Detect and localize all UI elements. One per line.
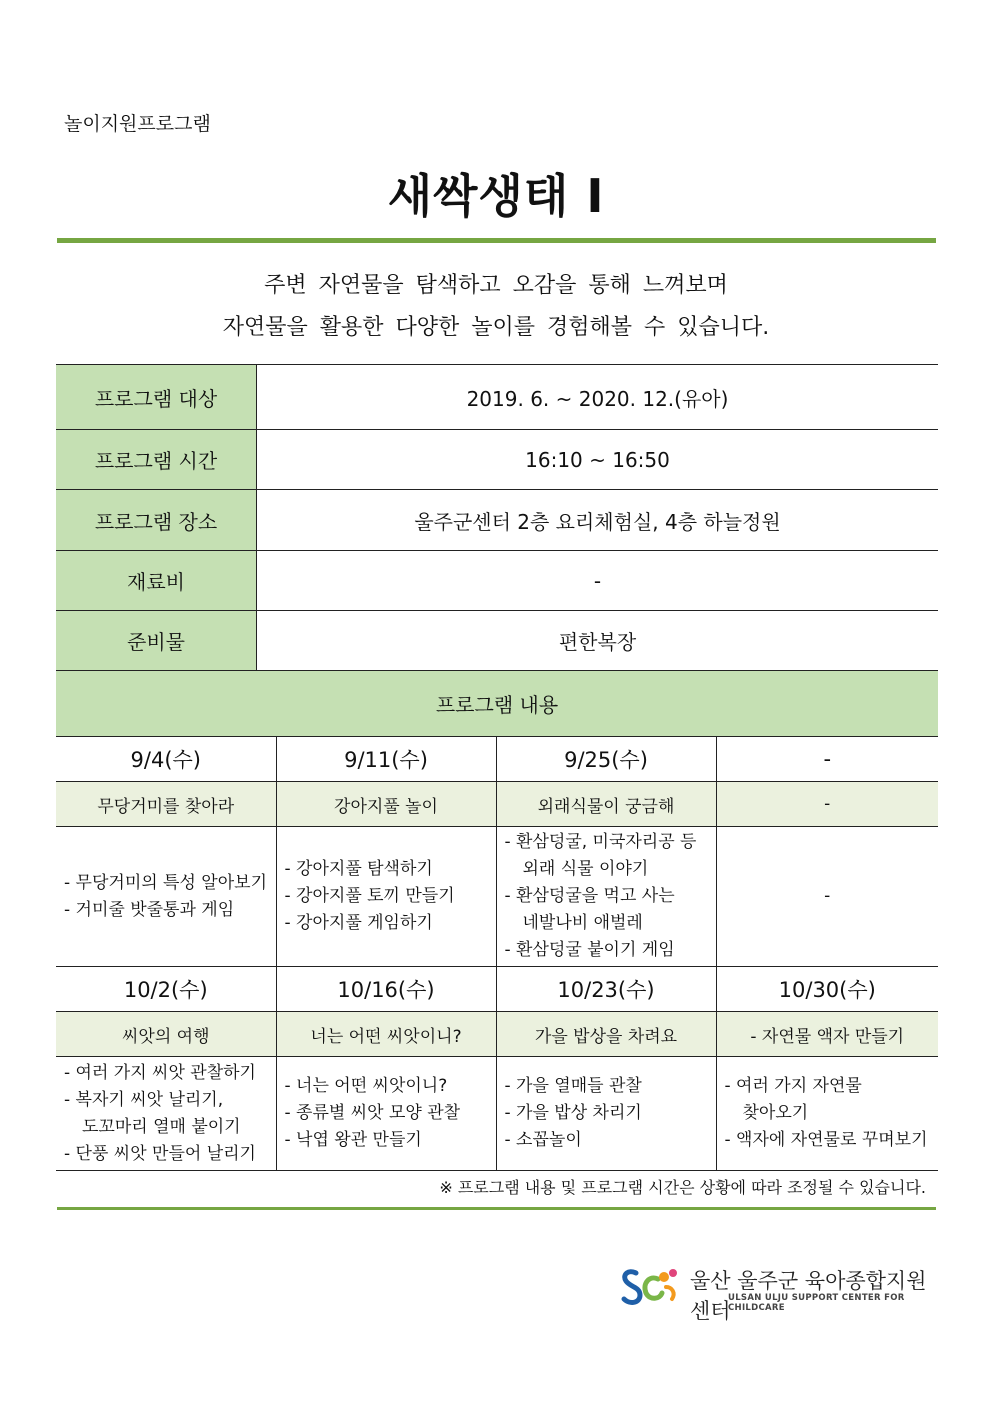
info-row-place (56, 490, 938, 551)
detail-item: 도꼬마리 열매 붙이기 (82, 1116, 241, 1137)
detail-item: - 환삼덩굴을 먹고 사는 (505, 883, 708, 910)
detail-item: - 액자에 자연물로 꾸며보기 (725, 1127, 931, 1154)
info-row-time (56, 430, 938, 490)
detail-item: - 종류별 씨앗 모양 관찰 (285, 1100, 488, 1127)
date-row (56, 967, 938, 1012)
detail-item: - 너는 어떤 씨앗이니? (285, 1073, 488, 1100)
info-value: 16:10 ~ 16:50 (257, 430, 939, 490)
schedule-table (56, 670, 938, 1171)
session-date: 10/30(수) (716, 967, 938, 1012)
detail-item: 찾아오기 (742, 1103, 809, 1123)
session-topic: 강아지풀 놀이 (276, 782, 496, 827)
detail-item: - 소꼽놀이 (505, 1127, 708, 1154)
session-details (56, 1057, 276, 1171)
session-details (56, 827, 276, 967)
schedule-heading-row (56, 671, 938, 737)
info-label: 프로그램 시간 (56, 430, 257, 490)
topic-row (56, 782, 938, 827)
session-date: 9/4(수) (56, 737, 276, 782)
top-divider (57, 238, 936, 243)
center-logo-icon (620, 1265, 680, 1309)
adjustment-note: ※ 프로그램 내용 및 프로그램 시간은 상황에 따라 조정될 수 있습니다. (439, 1178, 926, 1197)
intro-line-1: 주변 자연물을 탐색하고 오감을 통해 느껴보며 (264, 273, 728, 298)
detail-item: - 낙엽 왕관 만들기 (285, 1127, 488, 1154)
info-row-target (56, 365, 938, 430)
info-value: 울주군센터 2층 요리체험실, 4층 하늘정원 (257, 490, 939, 551)
detail-item: - 무당거미의 특성 알아보기 (64, 870, 268, 897)
session-details (496, 1057, 716, 1171)
detail-item: - 가을 열매들 관찰 (505, 1073, 708, 1100)
session-topic: 가을 밥상을 차려요 (496, 1012, 716, 1057)
session-details (276, 827, 496, 967)
detail-item: - 환삼덩굴, 미국자리공 등 (505, 829, 708, 856)
info-value: - (257, 551, 939, 611)
session-date: 10/2(수) (56, 967, 276, 1012)
session-details (496, 827, 716, 967)
detail-row (56, 1057, 938, 1171)
center-name-english: ULSAN ULJU SUPPORT CENTER FOR CHILDCARE (728, 1293, 905, 1313)
session-topic: 너는 어떤 씨앗이니? (276, 1012, 496, 1057)
category-label: 놀이지원프로그램 (64, 113, 211, 135)
session-topic: 무당거미를 찾아라 (56, 782, 276, 827)
info-label: 프로그램 대상 (56, 365, 257, 430)
session-topic: 씨앗의 여행 (56, 1012, 276, 1057)
bottom-divider (57, 1207, 936, 1210)
detail-item: - 환삼덩굴 붙이기 게임 (505, 937, 708, 964)
info-value: 2019. 6. ~ 2020. 12.(유아) (257, 365, 939, 430)
info-label: 프로그램 장소 (56, 490, 257, 551)
intro-line-2: 자연물을 활용한 다양한 놀이를 경험해볼 수 있습니다. (222, 315, 770, 340)
session-topic: 외래식물이 궁금해 (496, 782, 716, 827)
detail-item: - 가을 밥상 차리기 (505, 1100, 708, 1127)
info-label: 준비물 (56, 611, 257, 671)
session-details: - (716, 827, 938, 967)
topic-row (56, 1012, 938, 1057)
session-details (276, 1057, 496, 1171)
detail-item: - 여러 가지 자연물 (725, 1073, 931, 1100)
schedule-heading: 프로그램 내용 (56, 671, 938, 737)
session-topic: - (716, 782, 938, 827)
program-info-table (56, 364, 938, 671)
detail-item: 외래 식물 이야기 (522, 859, 649, 879)
info-row-fee (56, 551, 938, 611)
detail-item: - 거미줄 밧줄통과 게임 (64, 897, 268, 924)
center-name: 울산 울주군 육아종합지원센터 (690, 1269, 927, 1323)
session-details (716, 1057, 938, 1171)
detail-item: - 강아지풀 게임하기 (285, 910, 488, 937)
session-date: - (716, 737, 938, 782)
detail-item: - 단풍 씨앗 만들어 날리기 (64, 1141, 268, 1168)
session-date: 10/23(수) (496, 967, 716, 1012)
detail-item: - 강아지풀 토끼 만들기 (285, 883, 488, 910)
detail-item: 네발나비 애벌레 (522, 913, 643, 933)
page-title: 새싹생태 Ⅰ (387, 169, 605, 223)
info-value: 편한복장 (257, 611, 939, 671)
session-date: 9/25(수) (496, 737, 716, 782)
session-topic: - 자연물 액자 만들기 (716, 1012, 938, 1057)
session-date: 10/16(수) (276, 967, 496, 1012)
center-logo (620, 1263, 930, 1323)
session-date: 9/11(수) (276, 737, 496, 782)
info-row-supplies (56, 611, 938, 671)
detail-row (56, 827, 938, 967)
date-row (56, 737, 938, 782)
detail-item: - 강아지풀 탐색하기 (285, 856, 488, 883)
detail-item: - 복자기 씨앗 날리기, (64, 1087, 268, 1114)
info-label: 재료비 (56, 551, 257, 611)
detail-item: - 여러 가지 씨앗 관찰하기 (64, 1060, 268, 1087)
